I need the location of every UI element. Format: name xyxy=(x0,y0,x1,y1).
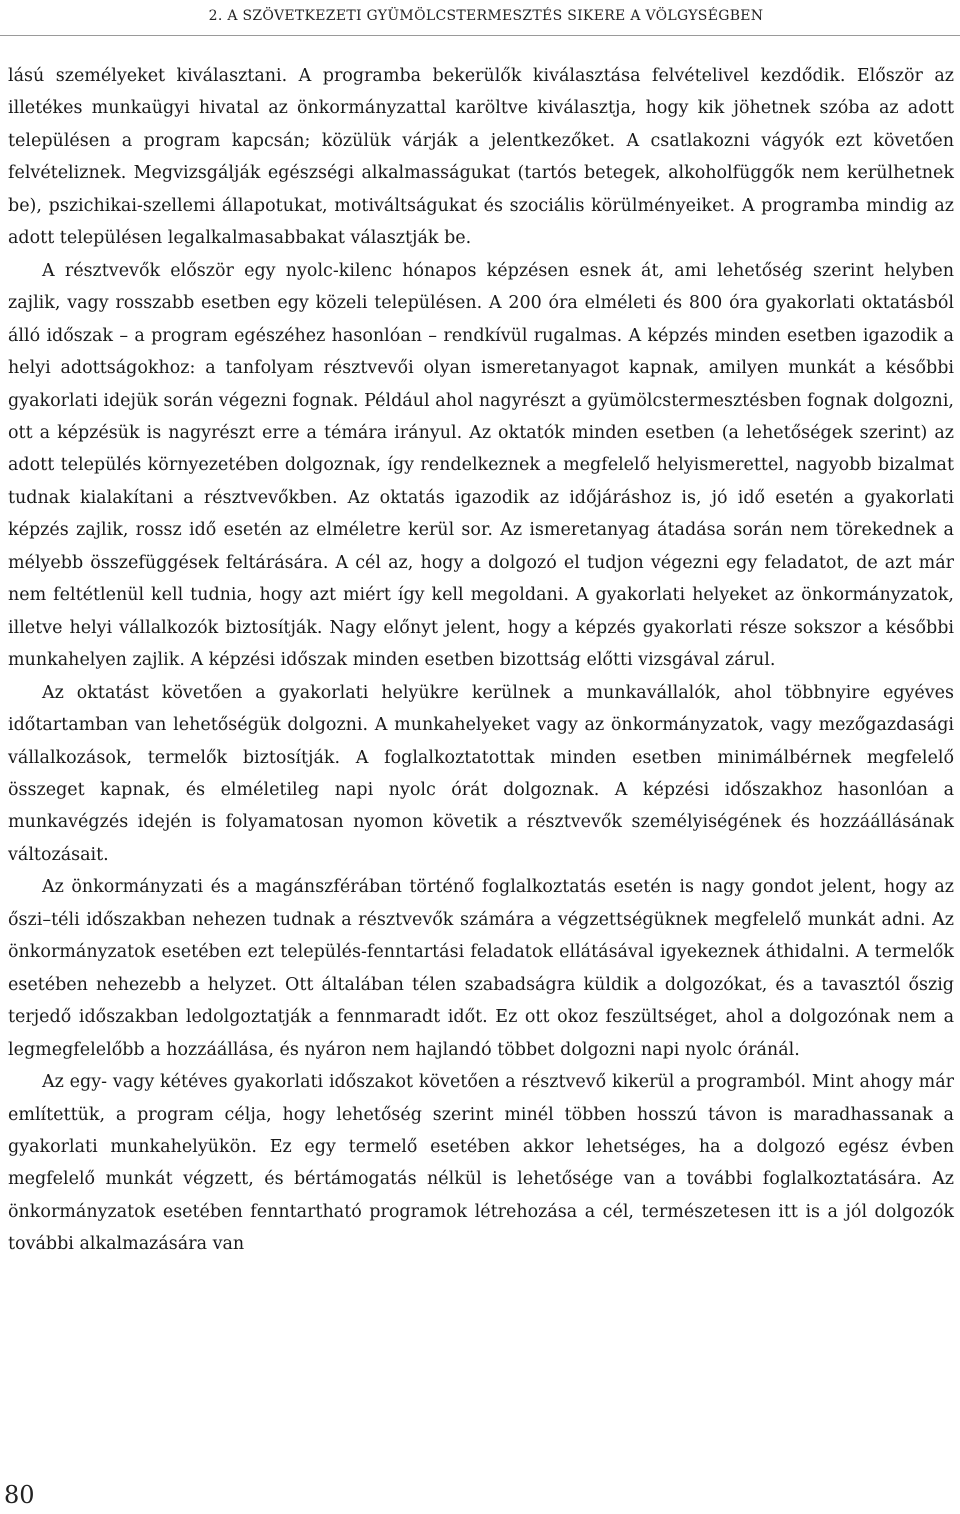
body-text xyxy=(8,60,954,1261)
header-divider xyxy=(0,35,960,36)
page-number: 80 xyxy=(4,1481,35,1509)
paragraph-5: Az egy- vagy kétéves gyakorlati időszakot követően a résztvevő kikerül a programból. Mint ahogy már említettük, a program célja, hogy lehetőség szerint minél többen hosszú távon is maradhassanak a gyakorlati munkahelyükön. Ez egy termelő esetében akkor lehetséges, ha a dolgozó egész évben megfelelő munkát végzett, és bértámogatás nélkül is lehetősége van a további foglalkoztatására. Az önkormányzatok esetében fenntartható programok létrehozása a cél, természetesen itt is a jól dolgozók további alkalmazására van xyxy=(8,1072,954,1255)
paragraph-1: lású személyeket kiválasztani. A programba bekerülők kiválasztása felvételivel kezdődik. Először az illetékes munkaügyi hivatal az önkormányzattal karöltve kiválasztja, hogy kik jöhetnek szóba az adott településen a program kapcsán; közülük várják a jelentkezőket. A csatlakozni vágyók ezt követően felvételiznek. Megvizsgálják egészségi alkalmasságukat (tartós betegek, alkoholfüggők nem kerülhetnek be), pszichikai-szellemi állapotukat, motiváltságukat és szociális körülményeiket. A programba mindig az adott településen legalkalmasabbakat választják be. xyxy=(8,66,954,249)
paragraph-3: Az oktatást követően a gyakorlati helyükre kerülnek a munkavállalók, ahol többnyire egyéves időtartamban van lehetőségük dolgozni. A munkahelyeket vagy az önkormányzatok, vagy mezőgazdasági vállalkozások, termelők biztosítják. A foglalkoztatottak minden esetben minimálbérnek megfelelő összeget kapnak, és elméletileg napi nyolc órát dolgoznak. A képzési időszakhoz hasonlóan a munkavégzés idején is folyamatosan nyomon követik a résztvevők személyiségének és hozzáállásának változásait. xyxy=(8,682,954,865)
running-header-title: 2. A SZÖVETKEZETI GYÜMÖLCSTERMESZTÉS SIKERE A VÖLGYSÉGBEN xyxy=(208,8,764,24)
paragraph-2: A résztvevők először egy nyolc-kilenc hónapos képzésen esnek át, ami lehetőség szerint helyben zajlik, vagy rosszabb esetben egy közeli településen. A 200 óra elméleti és 800 óra gyakorlati oktatásból álló időszak – a program egészéhez hasonlóan – rendkívül rugalmas. A képzés minden esetben igazodik a helyi adottságokhoz: a tanfolyam résztvevői olyan ismeretanyagot kapnak, amilyen munkát a későbbi gyakorlati idejük során végezni fognak. Például ahol nagyrészt a gyümölcstermesztésben fognak dolgozni, ott a képzésük is nagyrészt erre a témára irányul. Az oktatók minden esetben (a lehetőségek szerint) az adott település környezetében dolgoznak, így rendelkeznek a megfelelő helyismerettel, nagyobb bizalmat tudnak kialakítani a résztvevőkben. Az oktatás igazodik az időjáráshoz is, jó idő esetén a gyakorlati képzés zajlik, rossz idő esetén az elméletre kerül sor. Az ismeretanyag átadása során nem törekednek a mélyebb összefüggések feltárására. A cél az, hogy a dolgozó el tudjon végezni egy feladatot, de azt már nem feltétlenül kell tudnia, hogy azt miért így kell megoldani. A gyakorlati helyeket az önkormányzatok, illetve helyi vállalkozók biztosítják. Nagy előnyt jelent, hogy a képzés gyakorlati része sokszor a későbbi munkahelyen zajlik. A képzési időszak minden esetben bizottság előtti vizsgával zárul. xyxy=(8,260,954,671)
paragraph-4: Az önkormányzati és a magánszférában történő foglalkoztatás esetén is nagy gondot jelent, hogy az őszi–téli időszakban nehezen tudnak a résztvevők számára a végzettségüknek megfelelő munkát adni. Az önkormányzatok esetében ezt település-fenntartási feladatok ellátásával igyekeznek áthidalni. A termelők esetében nehezebb a helyzet. Ott általában télen szabadságra küldik a dolgozókat, és a tavasztól őszig terjedő időszakban ledolgoztatják a fennmaradt időt. Ez ott okoz feszültséget, ahol a dolgozónak nem a legmegfelelőbb a hozzáállása, és nyáron nem hajlandó többet dolgozni napi nyolc óránál. xyxy=(8,877,954,1060)
